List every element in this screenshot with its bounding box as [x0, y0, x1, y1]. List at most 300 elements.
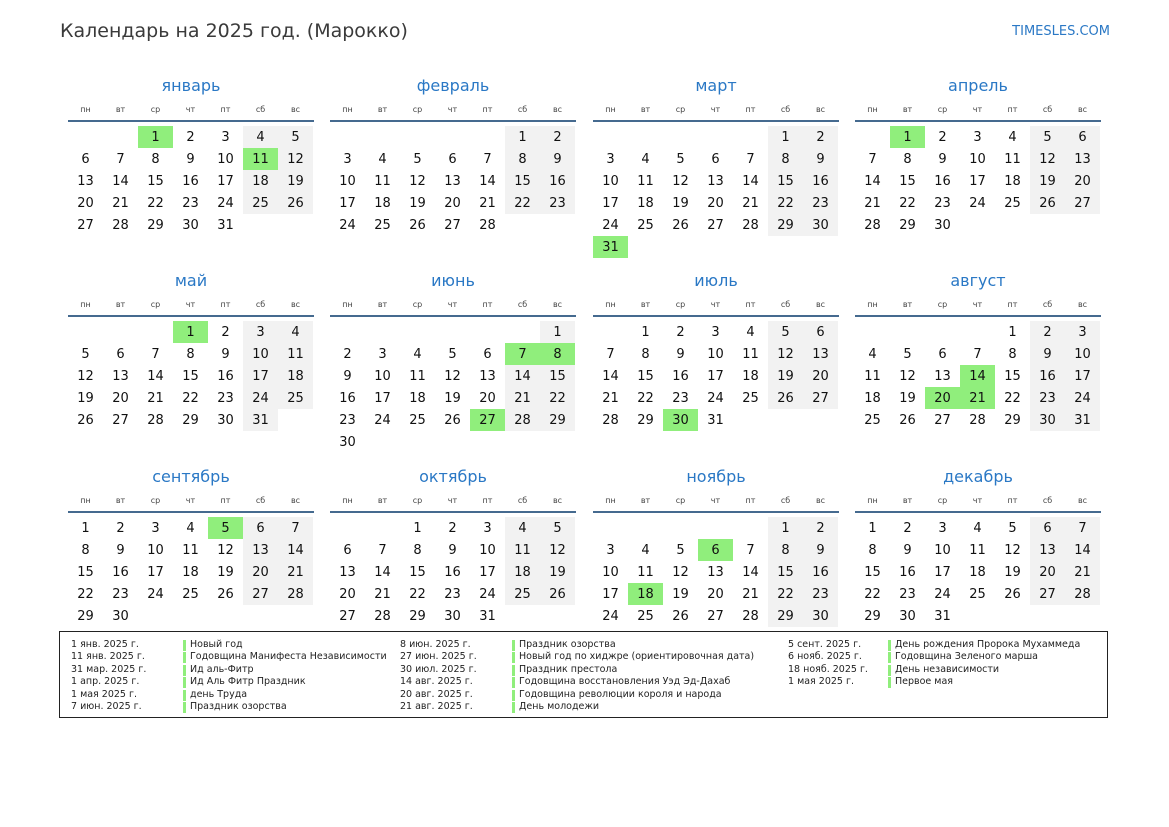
day-cell: 8 — [903, 151, 912, 167]
day-cell: 9 — [1030, 343, 1065, 365]
weekday-label: ср — [937, 495, 948, 505]
legend-name: Новый год — [190, 639, 243, 650]
day-cell: 10 — [969, 151, 986, 167]
day-cell: 3 — [151, 520, 160, 536]
day-cell: 16 — [803, 561, 838, 583]
day-cell: 8 — [186, 346, 195, 362]
day-cell: 29 — [147, 217, 164, 233]
holiday-cell: 7 — [505, 343, 540, 365]
day-cell: 7 — [973, 346, 982, 362]
weekday-label: сб — [517, 299, 528, 309]
weekday-header — [855, 293, 1101, 317]
legend-marker — [183, 690, 186, 701]
day-cell: 10 — [934, 542, 951, 558]
day-cell: 2 — [676, 324, 685, 340]
weekday-label: чт — [710, 495, 721, 505]
day-cell: 19 — [672, 195, 689, 211]
day-cell: 7 — [151, 346, 160, 362]
day-cell: 28 — [505, 409, 540, 431]
month-3 — [593, 76, 839, 258]
day-cell: 20 — [339, 586, 356, 602]
weekday-label: пн — [867, 299, 878, 309]
legend-date: 11 янв. 2025 г. — [71, 651, 145, 663]
day-cell: 6 — [1065, 126, 1100, 148]
day-cell: 28 — [864, 217, 881, 233]
holiday-cell: 27 — [470, 409, 505, 431]
day-cell: 8 — [151, 151, 160, 167]
day-cell: 9 — [938, 151, 947, 167]
day-cell: 4 — [378, 151, 387, 167]
legend-date: 1 апр. 2025 г. — [71, 676, 140, 688]
day-cell: 11 — [742, 346, 759, 362]
day-cell: 12 — [1004, 542, 1021, 558]
day-cell: 29 — [182, 412, 199, 428]
day-cell: 24 — [339, 217, 356, 233]
weekday-label: вс — [290, 104, 301, 114]
day-cell: 2 — [116, 520, 125, 536]
weekday-label: чт — [185, 495, 196, 505]
day-cell: 20 — [707, 586, 724, 602]
day-cell: 14 — [505, 365, 540, 387]
day-cell: 25 — [969, 586, 986, 602]
weekday-label: вт — [377, 104, 388, 114]
day-cell: 4 — [1008, 129, 1017, 145]
day-cell: 11 — [637, 564, 654, 580]
day-cell: 13 — [479, 368, 496, 384]
day-cell: 20 — [707, 195, 724, 211]
day-cell: 25 — [864, 412, 881, 428]
day-cell: 4 — [413, 346, 422, 362]
weekday-label: чт — [447, 104, 458, 114]
day-grid — [68, 126, 314, 236]
day-cell: 6 — [483, 346, 492, 362]
day-grid — [330, 126, 576, 236]
day-cell: 6 — [803, 321, 838, 343]
day-cell: 11 — [1004, 151, 1021, 167]
day-cell: 24 — [217, 195, 234, 211]
legend-name: Годовщина восстановления Уэд Эд-Дахаб — [519, 676, 731, 688]
day-cell: 23 — [899, 586, 916, 602]
day-cell: 26 — [1004, 586, 1021, 602]
day-cell: 23 — [217, 390, 234, 406]
weekday-label: чт — [972, 495, 983, 505]
day-cell: 6 — [116, 346, 125, 362]
weekday-label: пн — [867, 495, 878, 505]
weekday-label: вт — [377, 299, 388, 309]
empty-cell — [400, 321, 435, 343]
day-cell: 22 — [182, 390, 199, 406]
day-cell: 14 — [112, 173, 129, 189]
day-cell: 29 — [77, 608, 94, 624]
month-name: июль — [694, 271, 738, 290]
day-cell: 22 — [637, 390, 654, 406]
legend-name: Годовщина Манифеста Независимости — [190, 651, 387, 663]
day-grid — [593, 321, 839, 431]
day-cell: 2 — [903, 520, 912, 536]
day-cell: 20 — [243, 561, 278, 583]
day-cell: 20 — [77, 195, 94, 211]
empty-cell — [663, 517, 698, 539]
day-cell: 17 — [934, 564, 951, 580]
day-cell: 2 — [1030, 321, 1065, 343]
day-cell: 15 — [147, 173, 164, 189]
day-cell: 17 — [602, 195, 619, 211]
day-cell: 24 — [707, 390, 724, 406]
month-5 — [68, 271, 314, 431]
day-cell: 3 — [483, 520, 492, 536]
weekday-label: сб — [780, 299, 791, 309]
day-cell: 12 — [217, 542, 234, 558]
weekday-header — [330, 98, 576, 122]
empty-cell — [68, 321, 103, 343]
day-cell: 12 — [77, 368, 94, 384]
empty-cell — [68, 126, 103, 148]
day-cell: 26 — [409, 217, 426, 233]
weekday-label: чт — [710, 104, 721, 114]
day-cell: 11 — [278, 343, 313, 365]
holiday-cell: 6 — [698, 539, 733, 561]
day-cell: 16 — [217, 368, 234, 384]
day-cell: 24 — [374, 412, 391, 428]
day-cell: 28 — [1065, 583, 1100, 605]
weekday-label: сб — [780, 104, 791, 114]
empty-cell — [593, 321, 628, 343]
day-cell: 13 — [707, 173, 724, 189]
day-cell: 6 — [711, 151, 720, 167]
day-cell: 1 — [641, 324, 650, 340]
day-cell: 20 — [444, 195, 461, 211]
day-cell: 21 — [864, 195, 881, 211]
empty-cell — [663, 126, 698, 148]
day-cell: 10 — [707, 346, 724, 362]
day-cell: 1 — [868, 520, 877, 536]
weekday-label: вт — [640, 495, 651, 505]
day-cell: 2 — [938, 129, 947, 145]
day-cell: 18 — [243, 170, 278, 192]
legend-marker — [512, 665, 515, 676]
day-cell: 17 — [217, 173, 234, 189]
weekday-label: пн — [605, 104, 616, 114]
day-cell: 13 — [1030, 539, 1065, 561]
empty-cell — [365, 517, 400, 539]
weekday-label: пт — [1007, 495, 1018, 505]
day-cell: 2 — [343, 346, 352, 362]
page-title: Календарь на 2025 год. (Марокко) — [60, 20, 408, 42]
legend-marker — [512, 652, 515, 663]
day-cell: 7 — [606, 346, 615, 362]
weekday-label: ср — [412, 299, 423, 309]
day-cell: 15 — [182, 368, 199, 384]
weekday-label: пн — [342, 299, 353, 309]
day-cell: 15 — [864, 564, 881, 580]
day-cell: 18 — [182, 564, 199, 580]
day-cell: 1 — [768, 126, 803, 148]
day-cell: 11 — [969, 542, 986, 558]
day-cell: 9 — [676, 346, 685, 362]
month-name: ноябрь — [686, 467, 746, 486]
weekday-label: пн — [80, 299, 91, 309]
day-cell: 12 — [540, 539, 575, 561]
weekday-header — [855, 489, 1101, 513]
month-name: январь — [161, 76, 221, 95]
day-cell: 7 — [483, 151, 492, 167]
weekday-header — [593, 489, 839, 513]
weekday-header — [330, 489, 576, 513]
day-cell: 1 — [540, 321, 575, 343]
day-cell: 7 — [746, 542, 755, 558]
day-cell: 27 — [1030, 583, 1065, 605]
weekday-header — [68, 293, 314, 317]
day-cell: 22 — [409, 586, 426, 602]
weekday-label: сб — [255, 299, 266, 309]
day-cell: 19 — [409, 195, 426, 211]
weekday-label: вт — [902, 495, 913, 505]
day-cell: 19 — [899, 390, 916, 406]
day-cell: 31 — [934, 608, 951, 624]
legend-marker — [512, 702, 515, 713]
month-11 — [593, 467, 839, 627]
month-8 — [855, 271, 1101, 431]
legend-name: Праздник престола — [519, 663, 618, 675]
day-cell: 24 — [969, 195, 986, 211]
legend-date: 27 июн. 2025 г. — [400, 651, 477, 663]
day-cell: 12 — [672, 564, 689, 580]
legend-date: 30 июл. 2025 г. — [400, 663, 477, 675]
weekday-label: сб — [1042, 104, 1053, 114]
day-cell: 23 — [444, 586, 461, 602]
day-cell: 9 — [221, 346, 230, 362]
day-cell: 25 — [1004, 195, 1021, 211]
empty-cell — [925, 321, 960, 343]
month-name: май — [174, 271, 208, 290]
day-cell: 6 — [243, 517, 278, 539]
day-cell: 11 — [505, 539, 540, 561]
day-cell: 22 — [768, 192, 803, 214]
day-cell: 16 — [1030, 365, 1065, 387]
weekday-label: сб — [1042, 495, 1053, 505]
day-cell: 12 — [1030, 148, 1065, 170]
day-cell: 10 — [479, 542, 496, 558]
day-grid — [68, 517, 314, 627]
day-cell: 18 — [278, 365, 313, 387]
day-cell: 19 — [444, 390, 461, 406]
day-cell: 25 — [182, 586, 199, 602]
weekday-label: пт — [220, 495, 231, 505]
day-cell: 5 — [540, 517, 575, 539]
weekday-label: вт — [902, 299, 913, 309]
day-cell: 13 — [803, 343, 838, 365]
day-cell: 27 — [1065, 192, 1100, 214]
day-cell: 15 — [768, 561, 803, 583]
day-cell: 25 — [374, 217, 391, 233]
day-grid — [330, 321, 576, 453]
month-1 — [68, 76, 314, 236]
weekday-header — [855, 98, 1101, 122]
legend-name: Праздник озорства — [190, 700, 287, 712]
day-grid — [593, 517, 839, 627]
legend-name: День молодежи — [519, 700, 600, 712]
day-cell: 27 — [803, 387, 838, 409]
day-cell: 14 — [479, 173, 496, 189]
day-cell: 30 — [182, 217, 199, 233]
day-cell: 28 — [479, 217, 496, 233]
weekday-label: чт — [447, 299, 458, 309]
weekday-label: вс — [552, 104, 563, 114]
day-cell: 30 — [112, 608, 129, 624]
weekday-label: пн — [342, 104, 353, 114]
day-cell: 11 — [374, 173, 391, 189]
day-cell: 8 — [81, 542, 90, 558]
day-cell: 2 — [803, 126, 838, 148]
day-cell: 1 — [768, 517, 803, 539]
day-cell: 10 — [217, 151, 234, 167]
weekday-label: пт — [482, 104, 493, 114]
weekday-label: вс — [815, 495, 826, 505]
weekday-label: ср — [675, 299, 686, 309]
site-link[interactable]: TIMESLES.COM — [1012, 24, 1110, 39]
day-cell: 15 — [768, 170, 803, 192]
holiday-cell: 1 — [890, 126, 925, 148]
day-cell: 7 — [1065, 517, 1100, 539]
weekday-label: чт — [185, 104, 196, 114]
holiday-cell: 1 — [173, 321, 208, 343]
holiday-cell: 14 — [960, 365, 995, 387]
day-cell: 8 — [641, 346, 650, 362]
legend-name: Годовщина Зеленого марша — [895, 651, 1038, 663]
day-cell: 27 — [243, 583, 278, 605]
weekday-label: ср — [150, 104, 161, 114]
day-cell: 14 — [742, 564, 759, 580]
day-cell: 23 — [1030, 387, 1065, 409]
day-cell: 19 — [672, 586, 689, 602]
day-cell: 13 — [112, 368, 129, 384]
day-cell: 23 — [112, 586, 129, 602]
empty-cell — [855, 321, 890, 343]
legend-marker — [183, 665, 186, 676]
weekday-label: пн — [80, 495, 91, 505]
weekday-header — [330, 293, 576, 317]
day-cell: 17 — [969, 173, 986, 189]
weekday-label: пн — [605, 299, 616, 309]
day-grid — [855, 126, 1101, 236]
weekday-label: ср — [412, 104, 423, 114]
day-cell: 21 — [374, 586, 391, 602]
day-cell: 26 — [278, 192, 313, 214]
empty-cell — [628, 517, 663, 539]
day-cell: 29 — [540, 409, 575, 431]
month-name: март — [695, 76, 737, 95]
weekday-label: пн — [342, 495, 353, 505]
month-name: февраль — [416, 76, 490, 95]
weekday-header — [593, 98, 839, 122]
day-cell: 4 — [746, 324, 755, 340]
day-grid — [68, 321, 314, 431]
day-cell: 6 — [448, 151, 457, 167]
day-cell: 29 — [899, 217, 916, 233]
day-cell: 9 — [803, 148, 838, 170]
day-cell: 8 — [505, 148, 540, 170]
day-cell: 24 — [147, 586, 164, 602]
month-name: август — [950, 271, 1006, 290]
empty-cell — [890, 321, 925, 343]
legend-name: Годовщина революции короля и народа — [519, 688, 722, 700]
legend-date: 1 мая 2025 г. — [788, 676, 854, 688]
day-cell: 3 — [243, 321, 278, 343]
day-cell: 22 — [1004, 390, 1021, 406]
month-7 — [593, 271, 839, 431]
day-cell: 16 — [444, 564, 461, 580]
day-cell: 10 — [339, 173, 356, 189]
day-cell: 8 — [868, 542, 877, 558]
day-cell: 28 — [147, 412, 164, 428]
day-grid — [855, 321, 1101, 431]
weekday-label: ср — [412, 495, 423, 505]
day-cell: 17 — [602, 586, 619, 602]
day-cell: 21 — [602, 390, 619, 406]
legend-name: День независимости — [895, 663, 1000, 675]
day-cell: 12 — [899, 368, 916, 384]
legend-marker — [888, 677, 891, 688]
day-cell: 14 — [278, 539, 313, 561]
day-cell: 16 — [112, 564, 129, 580]
day-cell: 24 — [602, 217, 619, 233]
day-cell: 11 — [182, 542, 199, 558]
day-cell: 5 — [1030, 126, 1065, 148]
day-cell: 4 — [868, 346, 877, 362]
day-cell: 17 — [243, 365, 278, 387]
legend-marker — [888, 652, 891, 663]
day-cell: 10 — [602, 564, 619, 580]
day-cell: 3 — [711, 324, 720, 340]
day-cell: 27 — [707, 217, 724, 233]
day-cell: 17 — [707, 368, 724, 384]
day-cell: 21 — [278, 561, 313, 583]
day-cell: 12 — [409, 173, 426, 189]
day-cell: 28 — [278, 583, 313, 605]
day-cell: 31 — [1065, 409, 1100, 431]
legend-marker — [512, 690, 515, 701]
day-cell: 19 — [77, 390, 94, 406]
day-cell: 15 — [505, 170, 540, 192]
day-cell: 30 — [934, 217, 951, 233]
month-name: сентябрь — [152, 467, 230, 486]
weekday-label: пн — [80, 104, 91, 114]
day-cell: 21 — [1065, 561, 1100, 583]
legend-date: 8 июн. 2025 г. — [400, 639, 471, 650]
day-cell: 7 — [746, 151, 755, 167]
empty-cell — [628, 126, 663, 148]
day-cell: 11 — [637, 173, 654, 189]
day-cell: 20 — [479, 390, 496, 406]
month-10 — [330, 467, 576, 627]
weekday-label: пт — [220, 299, 231, 309]
empty-cell — [103, 126, 138, 148]
day-cell: 5 — [448, 346, 457, 362]
day-cell: 29 — [768, 605, 803, 627]
day-cell: 12 — [278, 148, 313, 170]
day-cell: 26 — [77, 412, 94, 428]
day-grid — [330, 517, 576, 627]
weekday-label: вс — [815, 104, 826, 114]
weekday-label: пт — [1007, 299, 1018, 309]
day-cell: 13 — [339, 564, 356, 580]
day-cell: 16 — [803, 170, 838, 192]
weekday-label: пт — [745, 299, 756, 309]
legend-date: 1 янв. 2025 г. — [71, 639, 139, 650]
holiday-cell: 8 — [540, 343, 575, 365]
day-cell: 17 — [1065, 365, 1100, 387]
day-cell: 9 — [186, 151, 195, 167]
